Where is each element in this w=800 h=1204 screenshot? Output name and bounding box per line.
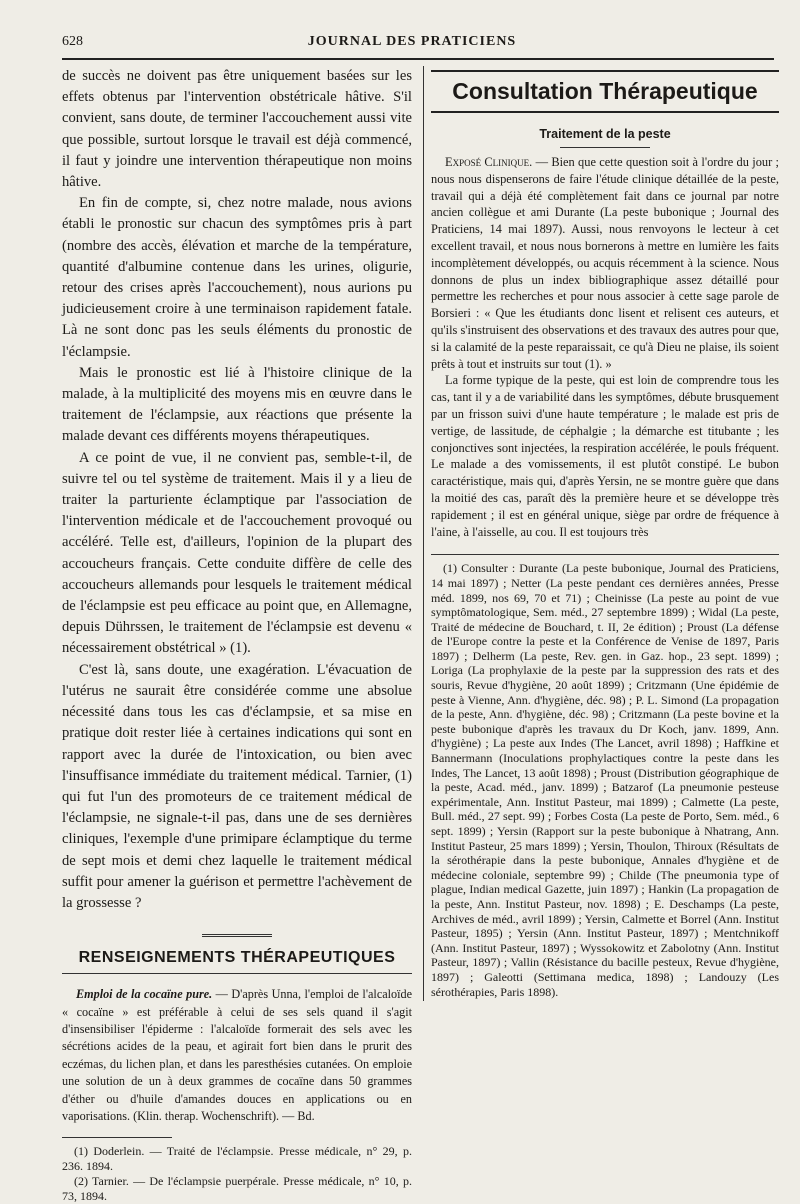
footnote-rule — [62, 1137, 172, 1138]
entry-body: — D'après Unna, l'emploi de l'alcaloïde « cocaïne » est préférable à celui de ses sels quand il s'agit d'insensibiliser l'épiderme : l'alcaloïde formerait des sels avec les sécrétions acides de la peau, et agirait fort bien dans le prurit des eczémas, du lichen plan, et dans les paresthésies cutanées. On emploie une solution de un à deux grammes de cocaïne dans 50 grammes d'éther ou d'huile d'amandes douces en applications ou en vaporisations. (Klin. therap. Wochenschrift). — Bd. — [62, 987, 413, 1123]
lead-label: Exposé Clinique. — [445, 155, 533, 169]
therapeutic-entry — [62, 986, 412, 1125]
page-header — [62, 34, 762, 54]
body-paragraph: La forme typique de la peste, qui est loin de comprendre tous les cas, tant il y a de variabilité dans les symptômes, débute brusquement par un frisson suivi d'une haute température ; le malade est pris de vertige, de lassitude, de céphalgie ; la démarche est titubante ; les conjonctives sont injectées, la respiration accélérée, le pouls fréquent. Le malade a des vomissements, il est plutôt constipé. Le bubon caractéristique, mais qui, d'après Yersin, ne se montre guère que dans la moitié des cas, paraît dès la première heure et se développe très rapidement ; il est en général unique, siège par ordre de fréquence à l'aine, à l'aisselle, au cou. Il est toujours très — [431, 373, 779, 539]
page-number: 628 — [62, 34, 83, 49]
body-paragraph: de succès ne doivent pas être uniquement basées sur les effets obtenus par l'intervention obstétricale hâtive. S'il convient, sans doute, de terminer l'accouchement aussi vite que possible, surtout lorsque le travail est déjà commencé, il faut y joindre une intervention thérapeutique non moins hâtive. — [62, 68, 412, 191]
section-separator — [202, 934, 272, 939]
header-rule — [62, 58, 774, 60]
left-column — [62, 66, 412, 1204]
subheading-rule — [560, 147, 650, 148]
body-paragraph: A ce point de vue, il ne convient pas, semble-t-il, de suivre tel ou tel système de traitement. Mais il y a lieu de traiter la parturiente éclamptique par l'association de l'intervention médicale et de l'accouchement provoqué ou accéléré. Telle est, d'ailleurs, l'opinion de la plupart des accoucheurs français. Cette conduite diffère de celle des accoucheurs allemands pour lesquels le traitement médical de l'éclampsie est peu efficace au point que, en Allemagne, depuis Dührssen, le traitement de l'éclampsie est devenu « nécessairement obstétrical » (1). — [62, 449, 412, 657]
body-paragraph: Mais le pronostic est lié à l'histoire clinique de la malade, à la multiplicité des moyens mis en œuvre dans le traitement de l'éclampsie, aux réactions que présente la malade devant ces différents moyens thérapeutiques. — [62, 364, 412, 445]
footnote: (2) Tarnier. — De l'éclampsie puerpérale. Presse médicale, n° 10, p. 73, 1894. — [62, 1174, 412, 1204]
section-title: RENSEIGNEMENTS THÉRAPEUTIQUES — [78, 949, 396, 967]
footnote: (1) Doderlein. — Traité de l'éclampsie. Presse médicale, n° 29, p. 236. 1894. — [62, 1144, 412, 1174]
right-column — [431, 66, 779, 999]
body-paragraph — [431, 154, 779, 372]
footnote-rule — [431, 554, 779, 555]
body-paragraph: C'est là, sans doute, une exagération. L'évacuation de l'utérus ne saurait être considérée comme une absolue nécessité dans tous les cas d'éclampsie, et sa mise en pratique doit rester liée à certaines indications qui sont en rapport avec la durée de l'intoxication, ou bien avec l'insuffisance immédiate du traitement médical. Tarnier, (1) qui fut l'un des promoteurs de ce traitement médical de l'éclampsie, ne signale-t-il pas, dans une de ses dernières cliniques, l'exemple d'une primipare éclamptique du terme de sept mois et demi chez laquelle le traitement médical suffit pour amener la guérison et permettre l'achèvement de la grossesse ? — [62, 661, 412, 911]
article-subheading: Traitement de la peste — [539, 127, 671, 141]
journal-title: JOURNAL DES PRATICIENS — [307, 34, 517, 49]
paragraph-text: — Bien que cette question soit à l'ordre du jour ; nous nous dispenserons de faire l'étude clinique détaillée de la peste, travail qui a déjà été complètement fait dans ce journal par notre ancien collègue et ami Durante (La peste bubonique ; Journal des Praticiens, 14 mai 1897). Aussi, nous renvoyons le lecteur à cet excellent travail, et nous nous bornerons à mettre en lumière les faits incomplètement développés, ou acquis récemment à la science. Nous donnons de plus un index bibliographique assez détaillé pour permettre les recherches et pour nous associer à cette sage parole de Borsieri : « Que les étudiants donc lisent et relisent ces auteurs, et qu'ils s'instruisent des observations et des travaux des autres pour que, si la calamité de la peste reparaissait, ce qu'à Dieu ne plaise, ils soient prêts à tout et instruits sur tout (1). » — [431, 155, 779, 371]
section-rule — [62, 973, 412, 974]
consultation-heading: Consultation Thérapeutique — [452, 78, 758, 104]
bibliography-footnote: (1) Consulter : Durante (La peste bubonique, Journal des Praticiens, 14 mai 1897) ; Netter (La peste pendant ces dernières années, Presse méd. 1899, nos 69, 70 et 71) ; Cheinisse (La peste au point de vue symptômatologique, Sem. méd., 27 septembre 1899) ; Widal (La peste, Traité de médecine de Bouchard, t. II, 2e édition) ; Proust (La défense de l'Europe contre la peste et la Conférence de Venise de 1897, Paris 1897) ; Delherm (La peste, Rev. gen. in Gaz. hop., 23 sept. 1899) ; Loriga (La prophylaxie de la peste par la suppression des rats et des souris, Revue d'hygiène, 20 août 1899) ; Critzmann (Une épidémie de peste à Vienne, Ann. d'hygiène, déc. 98) ; P. L. Simond (La propagation de la peste, Ann. d'hygiène, déc. 98) ; Critzmann (La peste bovine et la peste bubonique d'après les travaux du Dr Koch, janv. 1899, Ann. d'hygiène) ; La peste aux Indes (The Lancet, avril 1898) ; Haffkine et Bannermann (Inoculations prophylactiques contre la peste dans les Indes, The Lancet, 13 août 1898) ; Proust (Distribution géographique de la peste, Acad. méd., janv. 1899) ; Batzarof (La pneumonie pesteuse expérimentale, Ann. Institut Pasteur, mai 1899) ; Calmette (La peste, Bull. méd., 27 sept. 99) ; Forbes Costa (La peste de Porto, Sem. méd., 6 sept. 1899) ; Yersin (Rapport sur la peste bubonique à Nhatrang, Ann. Institut Pasteur, 25 mars 1899) ; Yersin, Thoulon, Thiroux (Résultats de la sérothérapie dans la peste bubonique, Annales d'hygiène et de médecine coloniale, septembre 99) ; Childe (The pneumonia type of plague, Indian medical Gazette, juin 1897) ; Hankin (La propagation de la peste, Ann. Institut Pasteur, nov. 1898) ; E. Deschamps (La peste, Archives de méd., avril 1899) ; Yersin, Calmette et Borrel (Ann. Institut Pasteur, 1895) ; Yersin (Ann. Institut Pasteur, 1897) ; Mentchnikoff (Ann. Institut Pasteur, 1897) ; Wyssokowitz et Zabolotny (Ann. Institut Pasteur, 1897) ; Vallin (Résistance du bacille pesteux, Revue d'hygiène, 1897) ; Galeotti (Settimana medica, 1898) ; Landouzy (Les sérothérapies, Paris 1898). — [431, 561, 779, 999]
entry-title: Emploi de la cocaïne pure. — [76, 987, 213, 1002]
column-divider — [423, 66, 424, 1001]
body-paragraph: En fin de compte, si, chez notre malade, nous avions établi le pronostic sur chacun des symptômes pris à part (nombre des accès, élévation et marche de la température, quantité d'albumine contenue dans les urines, oligurie, retour des crises après l'accouchement), nous aurions pu judicieusement croire à une terminaison rapidement fatale. Là ne sont donc pas les seuls éléments du pronostic de l'éclampsie. — [62, 195, 412, 360]
heading-rule-bottom — [431, 111, 779, 113]
